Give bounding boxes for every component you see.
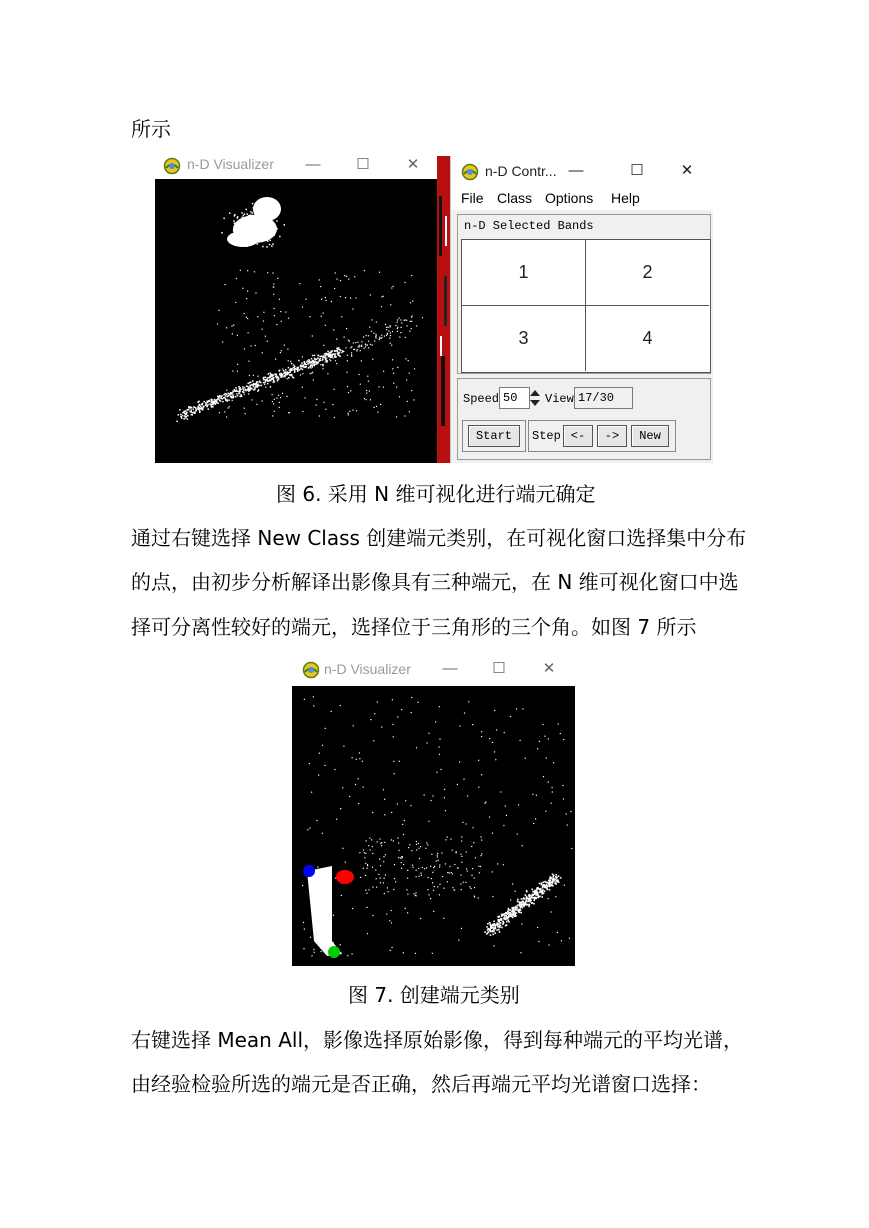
globe-icon [461,163,479,181]
nd-visualizer-window [155,152,437,463]
visualizer-titlebar [155,152,437,179]
figure-7-caption: 图 7. 创建端元类别 [348,983,520,1007]
intro-text: 所示 [131,117,171,141]
view-field: 17/30 [574,387,633,409]
close-button[interactable]: ✕ [406,156,420,173]
menu-options[interactable]: Options [545,190,594,206]
paragraph-1-line-2: 的点，由初步分析解译出影像具有三种端元，在 N 维可视化窗口中选 [131,570,739,594]
controls-title: n-D Contr... [485,163,557,179]
start-button[interactable]: Start [468,425,520,447]
speed-spinner-icon[interactable] [529,388,541,408]
background-image-strip [437,156,450,463]
figure-6-caption: 图 6. 采用 N 维可视化进行端元确定 [276,482,596,506]
maximize-button[interactable]: ☐ [630,162,644,179]
new-button[interactable]: New [631,425,669,447]
step-group [528,420,676,452]
scatter-plot-area[interactable] [155,179,437,463]
visualizer-titlebar [292,655,575,686]
globe-icon [163,157,181,175]
nd-controls-window [450,156,713,463]
step-forward-button[interactable]: -> [597,425,627,447]
paragraph-2-line-1: 右键选择 Mean All，影像选择原始影像，得到每种端元的平均光谱， [131,1028,744,1052]
scatter-plot [292,686,575,966]
scatter-plot [155,179,437,463]
band-cell-2[interactable]: 2 [586,240,709,306]
menu-bar [451,186,713,210]
close-button[interactable]: ✕ [680,162,694,179]
selected-bands-panel [457,214,711,374]
band-grid [461,239,711,373]
paragraph-1-line-3: 择可分离性较好的端元，选择位于三角形的三个角。如图 7 所示 [131,615,697,639]
menu-class[interactable]: Class [497,190,533,206]
menu-help[interactable]: Help [611,190,640,206]
band-cell-3[interactable]: 3 [462,306,586,371]
paragraph-1-line-1: 通过右键选择 New Class 创建端元类别，在可视化窗口选择集中分布 [131,526,747,550]
start-group [462,420,526,452]
minimize-button[interactable]: — [305,156,321,173]
visualizer-title: n-D Visualizer [324,661,411,677]
visualizer-title: n-D Visualizer [187,156,274,172]
minimize-button[interactable]: — [568,162,584,179]
band-cell-1[interactable]: 1 [462,240,586,306]
speed-label: Speed [463,392,500,406]
close-button[interactable]: ✕ [542,660,556,677]
scatter-plot-area[interactable] [292,686,575,966]
maximize-button[interactable]: ☐ [356,156,370,173]
view-label: View [545,392,574,406]
paragraph-2-line-2: 由经验检验所选的端元是否正确，然后再端元平均光谱窗口选择： [131,1072,711,1096]
minimize-button[interactable]: — [442,660,458,677]
controls-titlebar [451,156,713,186]
animation-controls-panel [457,378,711,460]
step-label: Step [532,429,561,443]
selected-bands-label: n-D Selected Bands [464,219,594,233]
band-cell-4[interactable]: 4 [642,328,653,348]
speed-input[interactable]: 50 [499,387,530,409]
nd-visualizer-window [292,655,575,966]
step-back-button[interactable]: <- [563,425,593,447]
menu-file[interactable]: File [461,190,484,206]
globe-icon [302,661,320,679]
maximize-button[interactable]: ☐ [492,660,506,677]
